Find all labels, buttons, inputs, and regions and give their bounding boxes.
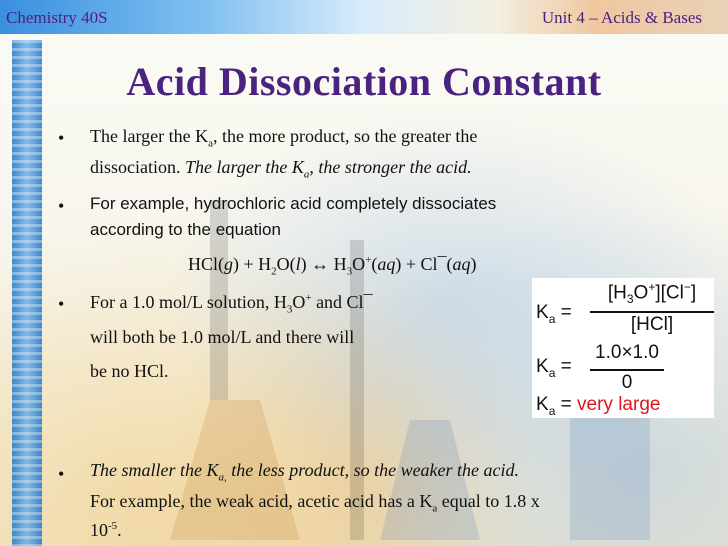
ka-symbol: K: [536, 302, 549, 323]
ka-symbol: K: [536, 394, 549, 415]
eq-part: ) + H: [233, 254, 272, 274]
eq-part: ) ↔ H: [300, 254, 347, 274]
ka-label: [536, 302, 572, 332]
bullet-dot-icon: •: [58, 294, 65, 314]
fraction-2-bar: [590, 369, 664, 371]
slide-title: Acid Dissociation Constant: [126, 59, 602, 104]
text-run: , the more product, so the greater the: [213, 126, 478, 146]
subscript: 3: [286, 303, 293, 316]
subscript: a: [208, 137, 214, 150]
superscript: -5: [108, 520, 118, 532]
very-large-value: very large: [577, 394, 661, 415]
text-run: For a 1.0 mol/L solution, H: [90, 292, 287, 312]
bullet-dot-icon: •: [58, 196, 65, 216]
bullet-3-line-2: will both be 1.0 mol/L and there will: [90, 327, 355, 347]
text-run: dissociation.: [90, 157, 185, 177]
bullet-2-line-2: according to the equation: [90, 220, 281, 239]
text-run: 10: [90, 520, 108, 540]
italic-text-run: the less product, so the weaker the acid.: [226, 460, 520, 480]
text-run: ]: [690, 282, 697, 304]
fraction-1-denominator: [HCl]: [630, 314, 674, 335]
bullet-4-line-1: [90, 460, 519, 484]
text-run: The larger the K: [90, 126, 209, 146]
eq-part: O: [352, 254, 366, 274]
bullet-3-line-3: be no HCl.: [90, 361, 169, 381]
equals-sign: =: [555, 394, 572, 415]
ka-label: [536, 356, 572, 386]
superscript: +: [305, 292, 312, 304]
eq-part: (: [371, 254, 378, 274]
text-run: ][Cl: [655, 282, 684, 304]
subscript: a: [303, 168, 310, 181]
left-decorative-stripe: [12, 40, 42, 546]
equals-sign: =: [555, 302, 572, 323]
subscript: a,: [218, 471, 227, 484]
text-run: O: [633, 282, 649, 304]
ka-formula-box: [532, 278, 714, 418]
italic-text-run: The larger the K: [185, 157, 304, 177]
subscript: a: [548, 403, 556, 418]
bullet-2-line-1: For example, hydrochloric acid completely dissociates: [90, 194, 497, 213]
slide-header: [0, 0, 728, 34]
bullet-dot-icon: •: [58, 464, 65, 484]
ka-result-row: [536, 394, 660, 424]
eq-state: g: [224, 254, 233, 274]
subscript: 3: [626, 292, 634, 307]
course-label: Chemistry 40S: [6, 8, 108, 27]
text-run: For example, the weak acid, acetic acid has a K: [90, 491, 433, 511]
bullet-3-line-1: [90, 292, 373, 316]
equals-sign: =: [555, 356, 572, 377]
bullet-1-line-2: [90, 157, 472, 181]
subscript: a: [548, 311, 556, 326]
superscript: +: [365, 254, 372, 266]
fraction-2-denominator: 0: [621, 372, 633, 393]
ka-symbol: K: [536, 356, 549, 377]
subscript: 3: [346, 265, 353, 278]
fraction-2-numerator: 1.0×1.0: [595, 342, 659, 363]
fraction-1-numerator: [590, 280, 714, 306]
italic-text-run: The smaller the K: [90, 460, 219, 480]
superscript: −: [683, 280, 691, 294]
text-run: O: [292, 292, 306, 312]
text-run: [H: [607, 282, 627, 304]
text-run: equal to 1.8 x: [437, 491, 540, 511]
bullet-1-line-1: [90, 126, 477, 150]
eq-part: ): [470, 254, 477, 274]
bullet-dot-icon: •: [58, 128, 65, 148]
italic-text-run: , the stronger the acid.: [309, 157, 472, 177]
subscript: a: [548, 365, 556, 380]
hcl-dissociation-equation: [188, 254, 477, 278]
unit-label: Unit 4 – Acids & Bases: [541, 8, 702, 27]
bullet-4-line-2: [90, 491, 540, 515]
eq-part: O(: [276, 254, 296, 274]
eq-part: ) + Cl: [395, 254, 438, 274]
subscript: a: [432, 502, 438, 515]
eq-part: (: [446, 254, 453, 274]
subscript: 2: [271, 265, 277, 278]
eq-charge: ¯: [437, 254, 447, 274]
fraction-1-bar: [590, 311, 714, 313]
charge: ¯: [363, 292, 373, 312]
eq-state: aq: [452, 254, 471, 274]
text-run: .: [117, 520, 122, 540]
eq-part: HCl(: [188, 254, 224, 274]
superscript: +: [648, 280, 656, 294]
text-run: and Cl: [311, 292, 364, 312]
eq-state: l: [295, 254, 301, 274]
eq-state: aq: [377, 254, 396, 274]
bullet-4-line-3: [90, 520, 122, 541]
